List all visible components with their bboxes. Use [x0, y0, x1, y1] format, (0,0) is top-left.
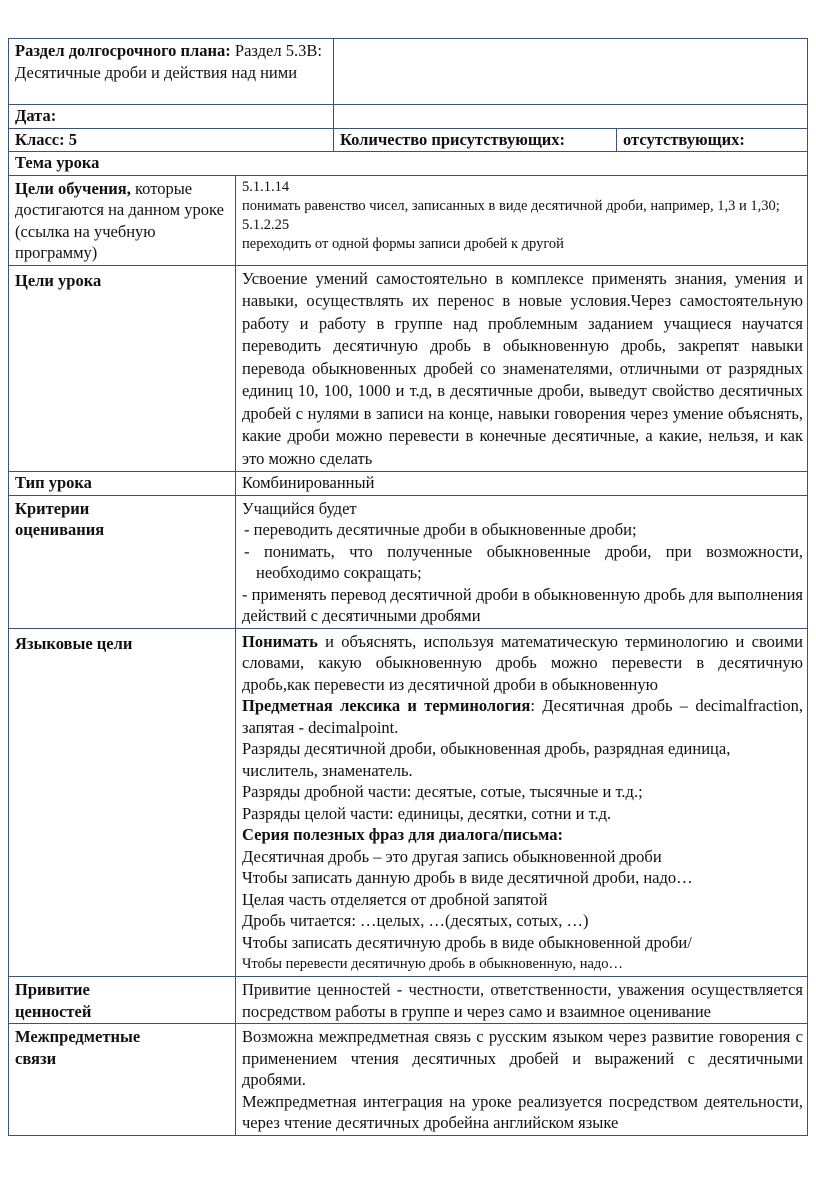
interdisciplinary-text-2: Межпредметная интеграция на уроке реализуется посредством деятельности, через чтение десятичных дробейна английском языке	[242, 1091, 803, 1132]
phrase-6: Чтобы перевести десятичную дробь в обыкновенную, надо…	[242, 956, 624, 972]
criteria-label: Критерии оценивания	[9, 495, 236, 628]
digits-line: Разряды десятичной дроби, обыкновенная дробь, разрядная единица, числитель, знаменатель.	[242, 739, 731, 780]
learning-goals-label-rest: которые достигаются на данном уроке (ссылка на учебную программу)	[15, 178, 224, 262]
criteria-content	[236, 495, 808, 628]
criteria-intro: Учащийся будет	[242, 498, 357, 518]
lesson-goals-text: Усвоение умений самостоятельно в комплексе применять знания, умения и навыки, осуществлять их перенос в новые условия.Через самостоятельную работу и работу в группе над проблемным заданием учащиеся научатся переводить десятичную дробь в обыкновенную дробь, закрепят навыки перевода обыкновенных дробей со знаменателями, отличными от разрядных единиц 10, 100, 1000 и т.д, в десятичные дроби, выведут свойство десятичных дробей с нулями в записи на конце, навыки говорения через умение объяснять, какие дроби можно перевести в конечные десятичные, а какие, нельзя, и как это можно сделать	[236, 265, 808, 472]
section-label: Раздел долгосрочного плана:	[15, 41, 231, 60]
section-value: Раздел 5.3В: Десятичные дроби и действия над ними	[15, 41, 322, 82]
fraction-part-line: Разряды дробной части: десятые, сотые, тысячные и т.д.;	[242, 782, 643, 801]
language-goals-row	[9, 628, 808, 977]
section-empty-cell	[334, 39, 808, 105]
values-label: Привитие ценностей	[9, 977, 236, 1024]
learning-goals-row	[9, 175, 808, 265]
goal-code-1: 5.1.1.14	[242, 178, 290, 195]
learning-goals-content	[236, 175, 808, 265]
values-text: Привитие ценностей - честности, ответственности, уважения осуществляется посредством работы в группе и через само и взаимное оценивание	[236, 977, 808, 1024]
phrase-3: Целая часть отделяется от дробной запятой	[242, 889, 548, 909]
phrase-4: Дробь читается: …целых, …(десятых, сотых, …)	[242, 911, 589, 930]
present-label: Количество присутствующих:	[334, 128, 617, 152]
language-goals-content	[236, 628, 808, 977]
understand-paragraph	[242, 631, 803, 696]
criteria-item-3: - применять перевод десятичной дроби в обыкновенную дробь для выполнения действий с десятичными дробями	[242, 584, 803, 625]
phrases-heading: Серия полезных фраз для диалога/письма:	[242, 825, 563, 844]
criteria-item-1: - переводить десятичные дроби в обыкновенные дроби;	[244, 520, 637, 539]
topic-row	[9, 152, 808, 176]
section-cell	[9, 39, 334, 105]
vocab-paragraph	[242, 695, 803, 738]
lesson-goals-label: Цели урока	[9, 265, 236, 472]
interdisciplinary-label: Межпредметные связи	[9, 1024, 236, 1136]
phrase-5: Чтобы записать десятичную дробь в виде обыкновенной дроби/	[242, 932, 692, 952]
goal-code-2: 5.1.2.25	[242, 216, 290, 233]
lesson-type-value: Комбинированный	[236, 472, 808, 496]
phrase-2: Чтобы записать данную дробь в виде десятичной дроби, надо…	[242, 868, 693, 887]
understand-rest: и объяснять, используя математическую терминологию и своими словами, какую обыкновенную дробь можно перевести в десятичную дробь,как перевести из десятичной дроби в обыкновенную	[242, 631, 803, 694]
values-row	[9, 977, 808, 1024]
interdisciplinary-row	[9, 1024, 808, 1136]
class-row	[9, 128, 808, 152]
date-value-cell	[334, 105, 808, 129]
criteria-item-2: - понимать, что полученные обыкновенные дроби, при возможности, необходимо сокращать;	[244, 541, 803, 582]
absent-label: отсутствующих:	[617, 128, 808, 152]
lesson-type-label: Тип урока	[9, 472, 236, 496]
learning-goals-label-cell	[9, 175, 236, 265]
lesson-plan-table	[8, 38, 808, 1136]
vocab-bold: Предметная лексика и терминология	[242, 696, 531, 715]
section-row	[9, 39, 808, 105]
goal-text-2: переходить от одной формы записи дробей к другой	[242, 235, 564, 252]
vocab-rest: : Десятичная дробь – decimalfraction, запятая - decimalpoint.	[242, 696, 803, 737]
criteria-row	[9, 495, 808, 628]
goal-text-1: понимать равенство чисел, записанных в виде десятичной дроби, например, 1,3 и 1,30;	[242, 197, 780, 214]
learning-goals-label: Цели обучения,	[15, 178, 131, 198]
class-label: Класс: 5	[9, 128, 334, 152]
interdisciplinary-text-1: Возможна межпредметная связь с русским языком через развитие говорения с применением чтения десятичных дробей и выражений с десятичными дробями.	[242, 1027, 803, 1089]
language-goals-label: Языковые цели	[9, 628, 236, 977]
date-row	[9, 105, 808, 129]
whole-part-line: Разряды целой части: единицы, десятки, сотни и т.д.	[242, 803, 612, 823]
understand-bold: Понимать	[242, 631, 318, 651]
interdisciplinary-content	[236, 1024, 808, 1136]
lesson-goals-row	[9, 265, 808, 472]
topic-label: Тема урока	[9, 152, 808, 176]
phrase-1: Десятичная дробь – это другая запись обыкновенной дроби	[242, 846, 662, 866]
lesson-type-row	[9, 472, 808, 496]
date-label: Дата:	[9, 105, 334, 129]
